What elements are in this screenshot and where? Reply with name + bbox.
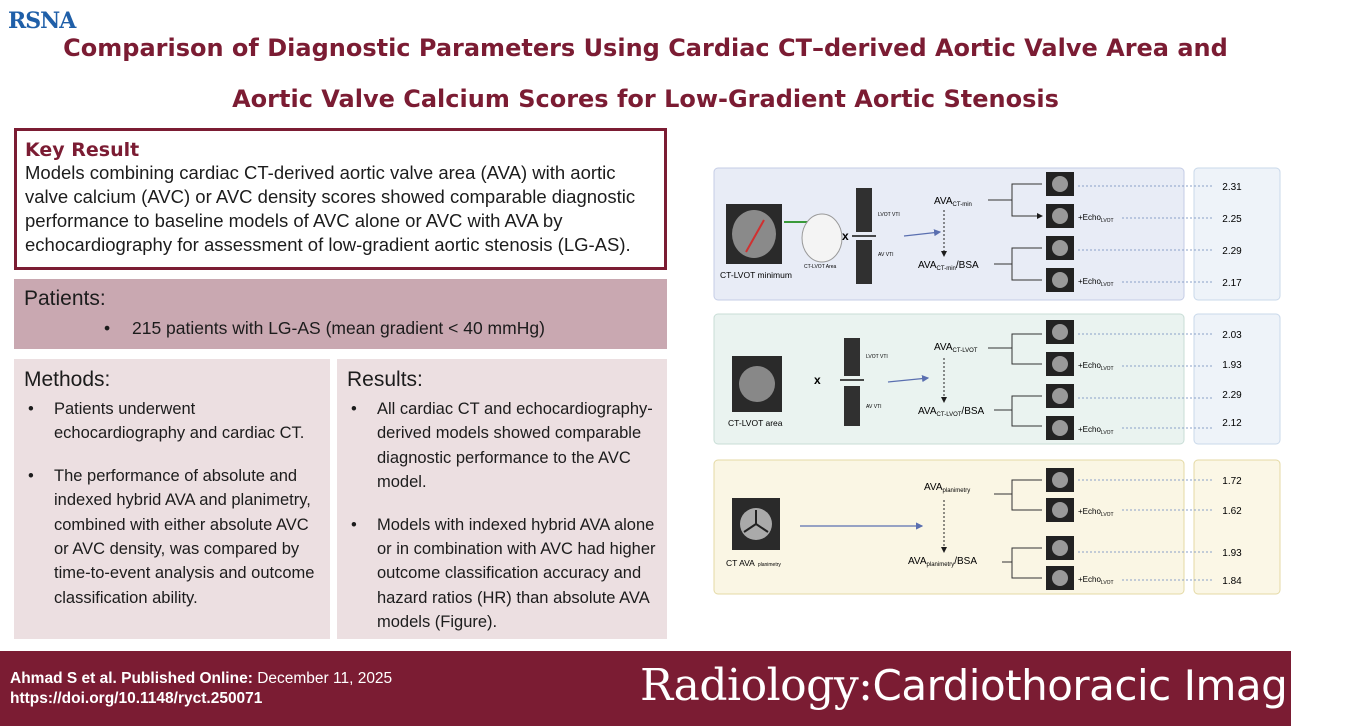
echo-label-3b: +Echo$_{LVOT}$: [1078, 575, 1114, 586]
hr-value: 1.62: [1222, 506, 1242, 517]
page-title-line-1: Comparison of Diagnostic Parameters Using Cardiac CT–derived Aortic Valve Area and: [63, 34, 1228, 62]
echo-label-1a: +Echo$_{LVOT}$: [1078, 213, 1114, 224]
av-vti-label-2: AV VTI: [866, 404, 882, 410]
doppler-av-2: [844, 386, 860, 426]
results-item: • All cardiac CT and echocardiography-derived models showed comparable diagnostic performance to the AVC model.: [347, 397, 657, 495]
hr-value: 1.93: [1222, 548, 1242, 559]
av-vti-label-1: AV VTI: [878, 252, 894, 258]
panel-3-label: CT AVA planimetry: [726, 558, 781, 568]
results-item: • Models with indexed hybrid AVA alone or in combination with AVC had higher outcome classification accuracy and hazard ratios (HR) than absolute AVA models (Figure).: [347, 513, 657, 635]
citation: [10, 668, 392, 690]
echo-label-2b: +Echo$_{LVOT}$: [1078, 425, 1114, 436]
results-box: [337, 359, 667, 639]
hr-value: 1.93: [1222, 360, 1242, 371]
journal-name-part1: Radiology:: [640, 660, 873, 711]
doi-link[interactable]: https://doi.org/10.1148/ryct.250071: [10, 690, 263, 707]
lvot-vti-label-1: LVOT VTI: [878, 212, 900, 218]
panel-1-label: CT-LVOT minimum: [720, 270, 792, 280]
key-result-text: Models combining cardiac CT-derived aortic valve area (AVA) with aortic valve calcium (AVC) or AVC density scores showed comparable diagnostic performance to baseline models of AVC alone or AVC with AVA by echocardiography for assessment of low-gradient aortic stenosis (LG-AS).: [25, 162, 636, 255]
citation-authors: Ahmad S et al. Published Online:: [10, 670, 253, 687]
ct-lvot-area-label: CT-LVOT Area: [804, 264, 837, 270]
lvot-ellipse: [802, 214, 842, 262]
hr-value: 1.72: [1222, 476, 1242, 487]
ava-top-3: $AVA_{planimetry}$: [924, 482, 971, 494]
ava-bottom-3: $AVA_{planimetry}$/BSA: [908, 556, 978, 568]
ava-bottom-1: $AVA_{CT-min}$/BSA: [918, 260, 979, 272]
methods-heading: Methods:: [24, 368, 111, 391]
methods-item: • Patients underwent echocardiography and cardiac CT.: [24, 397, 320, 446]
hr-value: 1.84: [1222, 576, 1242, 587]
hr-value: 2.17: [1222, 278, 1242, 289]
hr-value: 2.29: [1222, 246, 1242, 257]
multiply-symbol-1: x: [842, 229, 849, 243]
panel-2-background: [714, 314, 1184, 444]
echo-label-1b: +Echo$_{LVOT}$: [1078, 277, 1114, 288]
hr-value: 2.03: [1222, 330, 1242, 341]
patients-box: [14, 279, 667, 349]
multiply-symbol-2: x: [814, 373, 821, 387]
lvot-vti-label-2: LVOT VTI: [866, 354, 888, 360]
patients-heading: Patients:: [24, 287, 106, 310]
results-heading: Results:: [347, 368, 423, 391]
panel-2-label: CT-LVOT area: [728, 418, 783, 428]
doppler-av-1: [856, 240, 872, 284]
key-result-box: [14, 128, 667, 270]
journal-name-part2: Cardiothoracic Imaging: [872, 661, 1351, 710]
echo-label-2a: +Echo$_{LVOT}$: [1078, 361, 1114, 372]
journal-name: [640, 660, 1351, 711]
echo-label-3a: +Echo$_{LVOT}$: [1078, 507, 1114, 518]
hr-value: 2.29: [1222, 390, 1242, 401]
patients-item: • 215 patients with LG-AS (mean gradient < 40 mmHg): [24, 313, 657, 343]
rsna-logo: RSNA: [8, 8, 76, 34]
ava-top-1: $AVA_{CT-min}$: [934, 196, 972, 208]
ava-bottom-2: $AVA_{CT-LVOT}$/BSA: [918, 406, 985, 418]
methods-box: [14, 359, 330, 639]
hr-value: 2.12: [1222, 418, 1242, 429]
ct-image-1-heart: [732, 210, 776, 258]
ct-image-2-heart: [739, 366, 775, 402]
hr-value: 2.25: [1222, 214, 1242, 225]
hr-value: 2.31: [1222, 182, 1242, 193]
panel-3-background: [714, 460, 1184, 594]
key-result-heading: Key Result: [25, 139, 140, 161]
results-list: [347, 397, 657, 635]
ava-top-2: $AVA_{CT-LVOT}$: [934, 342, 978, 354]
panel-1-background: [714, 168, 1184, 300]
hazard-ratio-figure: [712, 160, 1284, 600]
page-title-line-2: Aortic Valve Calcium Scores for Low-Gradient Aortic Stenosis: [232, 85, 1059, 113]
doppler-lvot-2: [844, 338, 860, 376]
methods-item: • The performance of absolute and indexed hybrid AVA and planimetry, combined with either absolute AVC or AVC density, was compared by time-to-event analysis and outcome classification ability.: [24, 464, 320, 610]
doppler-lvot-1: [856, 188, 872, 232]
footer-bar: [0, 651, 1351, 726]
methods-list: [24, 397, 320, 610]
publication-date: December 11, 2025: [257, 670, 393, 687]
